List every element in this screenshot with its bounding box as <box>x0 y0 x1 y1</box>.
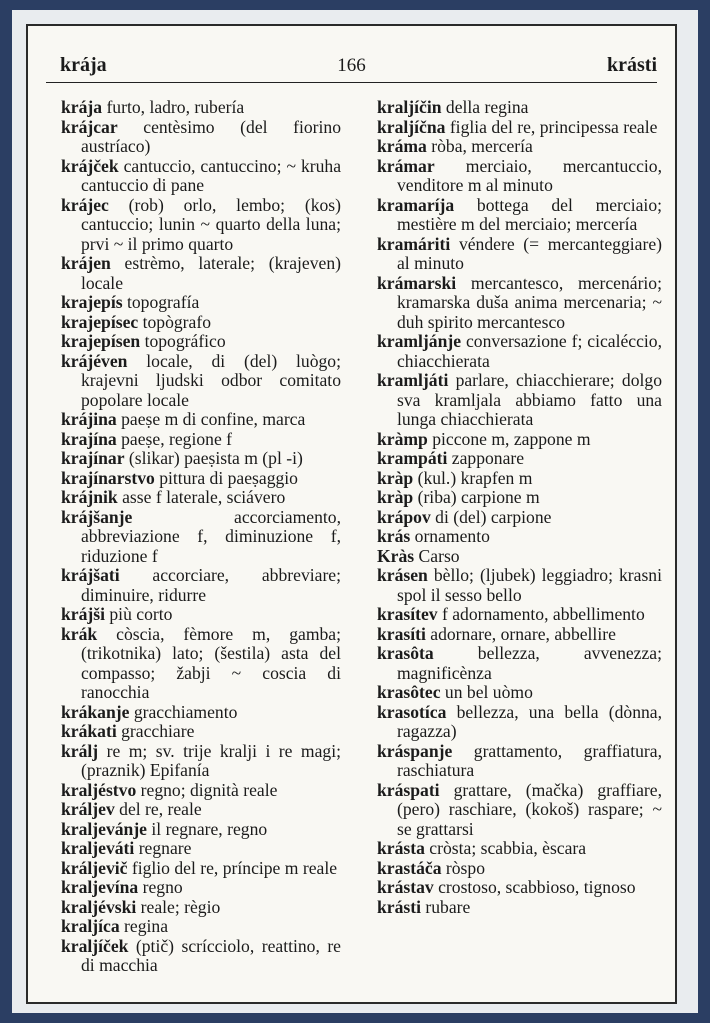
entry-definition: ornamento <box>410 526 490 546</box>
entry-definition: crostoso, scabbioso, tignoso <box>433 877 636 897</box>
entry-definition: pittura di paeṣaggio <box>154 467 298 488</box>
entry-headword: krájnik <box>61 487 118 507</box>
entry-headword: krájšati <box>61 565 120 585</box>
entry-headword: kràp <box>377 487 414 507</box>
entry-headword: krasôtec <box>377 682 441 702</box>
entry-definition: grattamento, graffiatura, raschiatura <box>397 740 662 780</box>
entry-headword: kràmp <box>377 428 428 449</box>
dictionary-entry <box>377 781 662 840</box>
dictionary-entry <box>377 527 662 547</box>
dictionary-entry <box>61 430 341 450</box>
entry-headword: krájen <box>61 253 111 273</box>
entry-headword: kraljíca <box>61 916 120 936</box>
entry-definition: accorciare, abbreviare; diminuire, ridurre <box>81 565 341 605</box>
entry-definition: cantuccio, cantuccino; ~ kruha cantuccio di pane <box>81 155 341 195</box>
dictionary-entry <box>377 469 662 489</box>
dictionary-entry <box>61 566 341 605</box>
entry-definition: del re, reale <box>114 799 202 819</box>
entry-definition: paeṣe m di confine, marca <box>116 409 306 429</box>
dictionary-entry <box>377 488 662 508</box>
dictionary-entry <box>61 742 341 781</box>
entry-definition: furto, ladro, rubería <box>102 97 245 117</box>
entry-definition: il regnare, regno <box>147 818 268 839</box>
entry-headword: krampáti <box>377 448 448 468</box>
dictionary-entry <box>377 449 662 469</box>
entry-definition: figlio del re, príncipe m reale <box>127 857 338 878</box>
entry-headword: krásti <box>377 896 421 917</box>
entry-headword: krákanje <box>61 701 130 722</box>
entry-definition: estrèmo, laterale; (krajeven) locale <box>81 253 341 293</box>
entry-definition: un bel uòmo <box>440 682 533 702</box>
entry-headword: krástav <box>377 877 434 897</box>
entry-headword: kramljáti <box>377 370 449 390</box>
entry-definition: paeṣe, regione f <box>116 428 233 449</box>
entry-definition: della regina <box>441 97 529 117</box>
entry-definition: piccone m, zappone m <box>427 428 591 449</box>
entry-headword: kraljíčna <box>377 116 446 137</box>
dictionary-entry <box>61 839 341 859</box>
entry-definition: accorciamento, abbreviazione f, diminuzione f, riduzione f <box>81 506 341 566</box>
entry-definition: topògrafo <box>138 311 212 332</box>
dictionary-entry <box>61 781 341 801</box>
dictionary-entry <box>377 332 662 371</box>
entry-headword: králj <box>61 740 99 761</box>
entry-headword: krájcar <box>61 116 118 137</box>
dictionary-entry <box>377 274 662 333</box>
entry-definition: merciaio, mercantuccio, venditore m al minuto <box>397 155 662 195</box>
dictionary-entry <box>61 449 341 469</box>
entry-definition: ròspo <box>441 857 485 878</box>
entry-headword: kráma <box>377 136 427 156</box>
entry-headword: kraljeváti <box>61 838 135 858</box>
entry-headword: kraljíček <box>61 935 129 956</box>
entry-definition: topográfico <box>140 331 226 351</box>
entry-definition: còscia, fèmore m, gamba; (trikotnika) lato; (šestila) asta del compasso; žabji ~ coscia di ranocchia <box>81 623 341 702</box>
left-column <box>61 98 341 976</box>
dictionary-entry <box>377 196 662 235</box>
entry-definition: topografía <box>122 292 200 312</box>
entry-definition: cròsta; scabbia, èscara <box>424 838 587 858</box>
dictionary-entry <box>61 469 341 489</box>
dictionary-entry <box>61 118 341 157</box>
page-number: 166 <box>337 55 366 76</box>
entry-definition: regnare <box>134 838 192 858</box>
entry-definition: locale, di (del) luògo; krajevni ljudski odbor comitato popolare locale <box>81 350 341 410</box>
dictionary-entry <box>377 703 662 742</box>
entry-headword: krápov <box>377 506 431 527</box>
entry-definition: centèsimo (del fiorino austríaco) <box>81 116 341 156</box>
page-header <box>46 56 657 83</box>
entry-definition: ròba, mercería <box>426 136 533 156</box>
entry-headword: kramaríja <box>377 194 455 215</box>
dictionary-entry <box>377 683 662 703</box>
entry-definition: (slikar) paeṣista m (pl -i) <box>124 448 303 468</box>
entry-headword: kraljéstvo <box>61 779 137 800</box>
dictionary-entry <box>61 98 341 118</box>
dictionary-entry <box>61 722 341 742</box>
dictionary-entry <box>377 371 662 430</box>
entry-headword: kráspati <box>377 779 440 800</box>
entry-headword: krájši <box>61 604 105 624</box>
dictionary-entry <box>377 157 662 196</box>
dictionary-entry <box>377 898 662 918</box>
dictionary-entry <box>61 293 341 313</box>
dictionary-entry <box>61 157 341 196</box>
entry-definition: grattare, (mačka) graffiare, (pero) raschiare, (kokoš) raspare; ~ se grattarsi <box>397 779 662 839</box>
entry-definition: asse f laterale, sciávero <box>117 487 286 507</box>
entry-definition: bèllo; (ljubek) leggiadro; krasni spol il sesso bello <box>397 565 662 605</box>
entry-definition: rubare <box>420 896 471 917</box>
dictionary-entry <box>377 430 662 450</box>
entry-headword: krasôta <box>377 643 434 663</box>
entry-headword: králjev <box>61 799 115 819</box>
entry-headword: krámar <box>377 155 435 176</box>
entry-headword: krámarski <box>377 272 457 293</box>
dictionary-entry <box>61 898 341 918</box>
dictionary-entry <box>377 878 662 898</box>
dictionary-page <box>26 24 677 1004</box>
entry-definition: gracchiare <box>116 721 195 741</box>
entry-headword: krasotíca <box>377 701 447 722</box>
dictionary-entry <box>61 859 341 879</box>
entry-definition: bellezza, avvenezza; magnificènza <box>397 643 662 683</box>
entry-headword: krájina <box>61 409 117 429</box>
entry-headword: králjevič <box>61 857 128 878</box>
dictionary-entry <box>61 508 341 567</box>
dictionary-entry <box>377 859 662 879</box>
header-last-word: krásti <box>607 54 657 76</box>
entry-definition: bottega del merciaio; mestière m del merciaio; mercería <box>397 194 662 234</box>
entry-definition: (riba) carpione m <box>413 487 540 507</box>
entry-definition: reale; règio <box>136 896 221 917</box>
dictionary-entry <box>61 332 341 352</box>
dictionary-entry <box>377 508 662 528</box>
dictionary-entry <box>61 820 341 840</box>
entry-headword: krajína <box>61 428 117 449</box>
entry-headword: kraljevína <box>61 877 139 897</box>
entry-definition: regina <box>119 916 168 936</box>
dictionary-entry <box>61 254 341 293</box>
dictionary-entry <box>377 137 662 157</box>
entry-headword: kràp <box>377 467 414 488</box>
dictionary-entry <box>61 488 341 508</box>
dictionary-entry <box>377 118 662 138</box>
entry-definition: gracchiamento <box>129 701 238 722</box>
entry-headword: krájček <box>61 155 119 176</box>
entry-definition: regno <box>138 877 183 897</box>
entry-headword: krásta <box>377 838 425 858</box>
dictionary-entry <box>377 605 662 625</box>
entry-definition: f adornamento, abbellimento <box>437 604 645 624</box>
entry-headword: kraljévski <box>61 896 137 917</box>
entry-headword: krákati <box>61 721 117 741</box>
dictionary-entry <box>61 605 341 625</box>
entry-definition: conversazione f; cicaléccio, chiacchierata <box>397 331 662 371</box>
entry-headword: krajepísec <box>61 311 139 332</box>
entry-headword: krajínarstvo <box>61 467 155 488</box>
entry-definition: adornare, ornare, abbellire <box>425 623 616 644</box>
entry-definition: véndere (= mercanteggiare) al minuto <box>397 233 662 273</box>
entry-headword: krás <box>377 526 411 546</box>
entry-definition: Carso <box>414 545 460 566</box>
entry-definition: (rob) orlo, lembo; (kos) cantuccio; lunin ~ quarto della luna; prvi ~ il primo quarto <box>81 194 341 254</box>
entry-headword: krajepís <box>61 292 123 312</box>
dictionary-entry <box>61 410 341 430</box>
dictionary-entry <box>61 800 341 820</box>
dictionary-entry <box>377 644 662 683</box>
dictionary-entry <box>61 917 341 937</box>
entry-headword: kraljíčin <box>377 97 442 117</box>
entry-headword: krasíti <box>377 623 426 644</box>
right-column <box>377 98 662 917</box>
entry-definition: mercantesco, mercenário; kramarska duša anima mercenaria; ~ duh spirito mercantesco <box>397 272 662 332</box>
dictionary-entry <box>61 196 341 255</box>
dictionary-entry <box>377 98 662 118</box>
entry-headword: kramljánje <box>377 331 462 351</box>
entry-definition: più corto <box>104 604 173 624</box>
entry-headword: kramáriti <box>377 233 451 254</box>
entry-headword: krajínar <box>61 448 125 468</box>
entry-definition: (kul.) krapfen m <box>413 467 533 488</box>
entry-headword: krájec <box>61 194 109 215</box>
entry-headword: krájšanje <box>61 506 133 527</box>
entry-definition: (ptič) scrícciolo, reattino, re di macchia <box>81 935 341 975</box>
entry-headword: krastáča <box>377 857 442 878</box>
dictionary-entry <box>61 878 341 898</box>
entry-headword: krák <box>61 623 98 644</box>
dictionary-entry <box>377 625 662 645</box>
entry-headword: krájéven <box>61 350 128 371</box>
entry-definition: regno; dignità reale <box>136 779 278 800</box>
dictionary-entry <box>61 937 341 976</box>
dictionary-entry <box>61 625 341 703</box>
dictionary-entry <box>377 235 662 274</box>
dictionary-entry <box>377 547 662 567</box>
entry-definition: bellezza, una bella (dònna, ragazza) <box>397 701 662 741</box>
entry-headword: kraljevánje <box>61 818 147 839</box>
entry-definition: zapponare <box>447 448 525 468</box>
entry-headword: krája <box>61 97 103 117</box>
entry-headword: Kràs <box>377 545 415 566</box>
entry-definition: di (del) carpione <box>430 506 552 527</box>
entry-definition: parlare, chiacchierare; dolgo sva kramljala abbiamo fatto una lunga chiacchierata <box>397 370 662 429</box>
header-first-word: krája <box>60 54 107 76</box>
dictionary-entry <box>61 352 341 411</box>
entry-definition: re m; sv. trije kralji i re magi; (praznik) Epifanía <box>81 740 341 780</box>
dictionary-entry <box>61 313 341 333</box>
dictionary-entry <box>377 742 662 781</box>
entry-headword: krajepísen <box>61 331 141 351</box>
dictionary-entry <box>61 703 341 723</box>
dictionary-entry <box>377 839 662 859</box>
entry-headword: krásen <box>377 565 428 585</box>
entry-headword: krasítev <box>377 604 438 624</box>
entry-headword: kráspanje <box>377 740 453 761</box>
dictionary-entry <box>377 566 662 605</box>
entry-definition: figlia del re, principessa reale <box>445 116 658 137</box>
